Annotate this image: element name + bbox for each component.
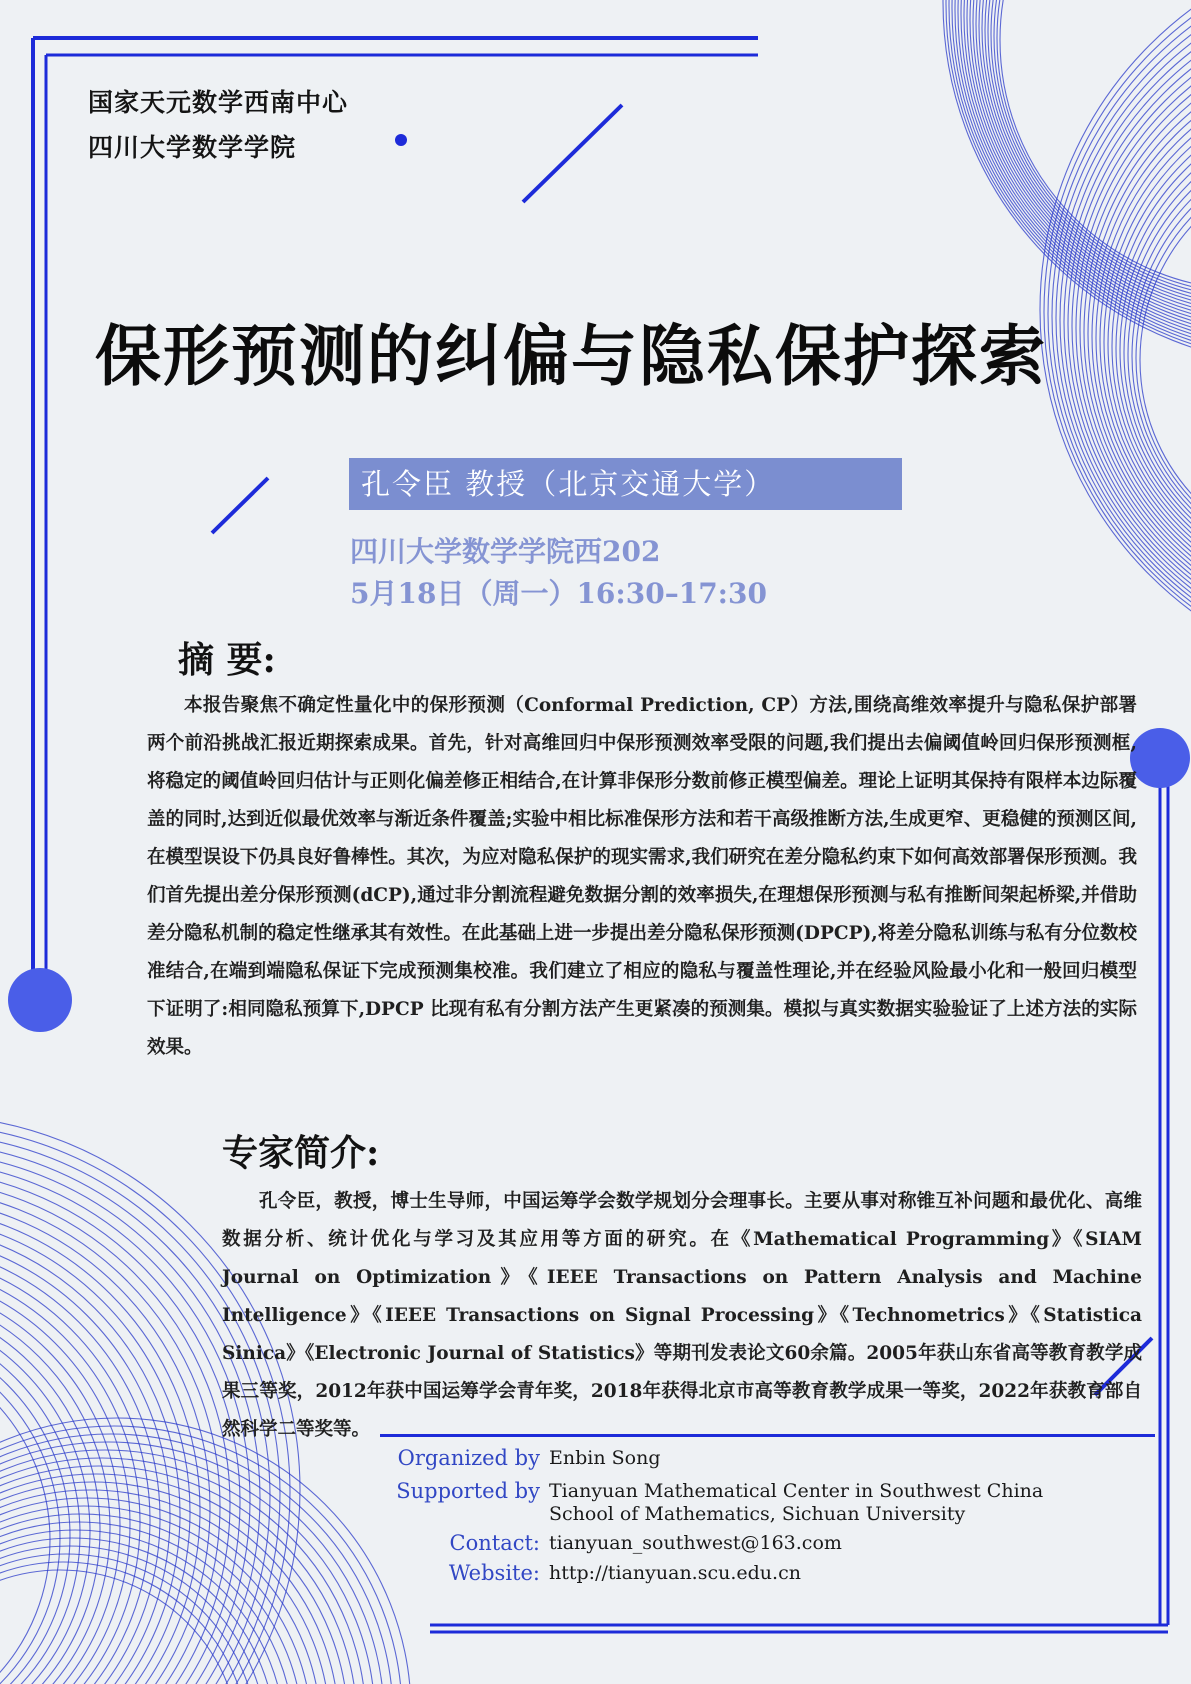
organized-by-value: Enbin Song: [549, 1447, 661, 1469]
institution-1: 国家天元数学西南中心: [88, 88, 349, 117]
small-dot: [395, 134, 407, 146]
dot-right: [1130, 728, 1190, 788]
bio-text: 孔令臣，教授，博士生导师，中国运筹学会数学规划分会理事长。主要从事对称锥互补问题和最优化、高维数据分析、统计优化与学习及其应用等方面的研究。在《Mathematical Programming》《SIAM Journal on Optimization》《IEEE Transactions on Pattern Analysis and Machine Intelligence》《IEEE Transactions on Signal Processing》《Technometrics》《Statistica Sinica》《Electronic Journal of Statistics》等期刊发表论文60余篇。2005年获山东省高等教育教学成果三等奖，2012年获中国运筹学会青年奖，2018年获得北京市高等教育教学成果一等奖，2022年获教育部自然科学二等奖等。: [222, 1191, 1142, 1440]
decorative-arc: [1048, 0, 1191, 675]
decorative-arc: [1040, 0, 1191, 685]
abstract-text: 本报告聚焦不确定性量化中的保形预测（Conformal Prediction, CP）方法,围绕高维效率提升与隐私保护部署两个前沿挑战汇报近期探索成果。首先，针对高维回归中保形预测效率受限的问题,我们提出去偏阈值岭回归保形预测框,将稳定的阈值岭回归估计与正则化偏差修正相结合,在计算非保形分数前修正模型偏差。理论上证明其保持有限样本边际覆盖的同时,达到近似最优效率与渐近条件覆盖;实验中相比标准保形方法和若干高级推断方法,生成更窄、更稳健的预测区间,在模型误设下仍具良好鲁棒性。其次，为应对隐私保护的现实需求,我们研究在差分隐私约束下如何高效部署保形预测。我们首先提出差分保形预测(dCP),通过非分割流程避免数据分割的效率损失,在理想保形预测与私有推断间架起桥梁,并借助差分隐私机制的稳定性继承其有效性。在此基础上进一步提出差分隐私保形预测(DPCP),将差分隐私训练与私有分位数校准结合,在端到端隐私保证下完成预测集校准。我们建立了相应的隐私与覆盖性理论,并在经验风险最小化和一般回归模型下证明了:相同隐私预算下,DPCP 比现有私有分割方法产生更紧凑的预测集。模拟与真实数据实验验证了上述方法的实际效果。: [147, 695, 1137, 1058]
decorative-arc: [0, 1466, 357, 1684]
decorative-arc: [0, 1223, 180, 1684]
organized-by-label: Organized by: [397, 1446, 540, 1470]
venue-time: 5月18日（周一）16:30–17:30: [350, 577, 767, 610]
decorative-arc: [976, 0, 1191, 322]
supported-by-value-2: School of Mathematics, Sichuan University: [549, 1503, 966, 1525]
diagonal-accent-1: [523, 105, 622, 202]
website-label: Website:: [448, 1561, 540, 1585]
decorative-arc: [0, 1205, 200, 1684]
abstract-heading: 摘 要:: [178, 639, 276, 681]
supported-by-value-1: Tianyuan Mathematical Center in Southwest China: [549, 1480, 1044, 1502]
decorative-arc: [0, 1506, 312, 1684]
venue-location: 四川大学数学学院西202: [350, 535, 661, 568]
speaker-band: 孔令臣 教授（北京交通大学）: [349, 458, 902, 510]
decorative-arc: [997, 0, 1191, 294]
decorative-arc: [1044, 0, 1191, 680]
decorative-arc: [0, 1178, 230, 1684]
diagonal-accent-2: [212, 478, 268, 533]
decorative-arc: [0, 1442, 384, 1684]
institution-2: 四川大学数学学院: [88, 133, 297, 162]
decorative-arc: [0, 1331, 60, 1684]
contact-label: Contact:: [449, 1531, 540, 1555]
contact-email[interactable]: tianyuan_southwest@163.com: [549, 1532, 842, 1554]
page-title: 保形预测的纠偏与隐私保护探索: [95, 317, 1047, 395]
decorative-arc: [1052, 0, 1191, 670]
website-link[interactable]: http://tianyuan.scu.edu.cn: [549, 1562, 801, 1584]
decorative-arc: [0, 1490, 330, 1684]
decorative-arc: [0, 1498, 321, 1684]
footer-divider: [380, 1434, 1155, 1437]
decorative-arc: [964, 0, 1191, 338]
supported-by-label: Supported by: [396, 1479, 540, 1503]
dot-left: [8, 968, 72, 1032]
decorative-arc: [0, 1259, 140, 1684]
bio-heading: 专家简介:: [222, 1132, 380, 1174]
